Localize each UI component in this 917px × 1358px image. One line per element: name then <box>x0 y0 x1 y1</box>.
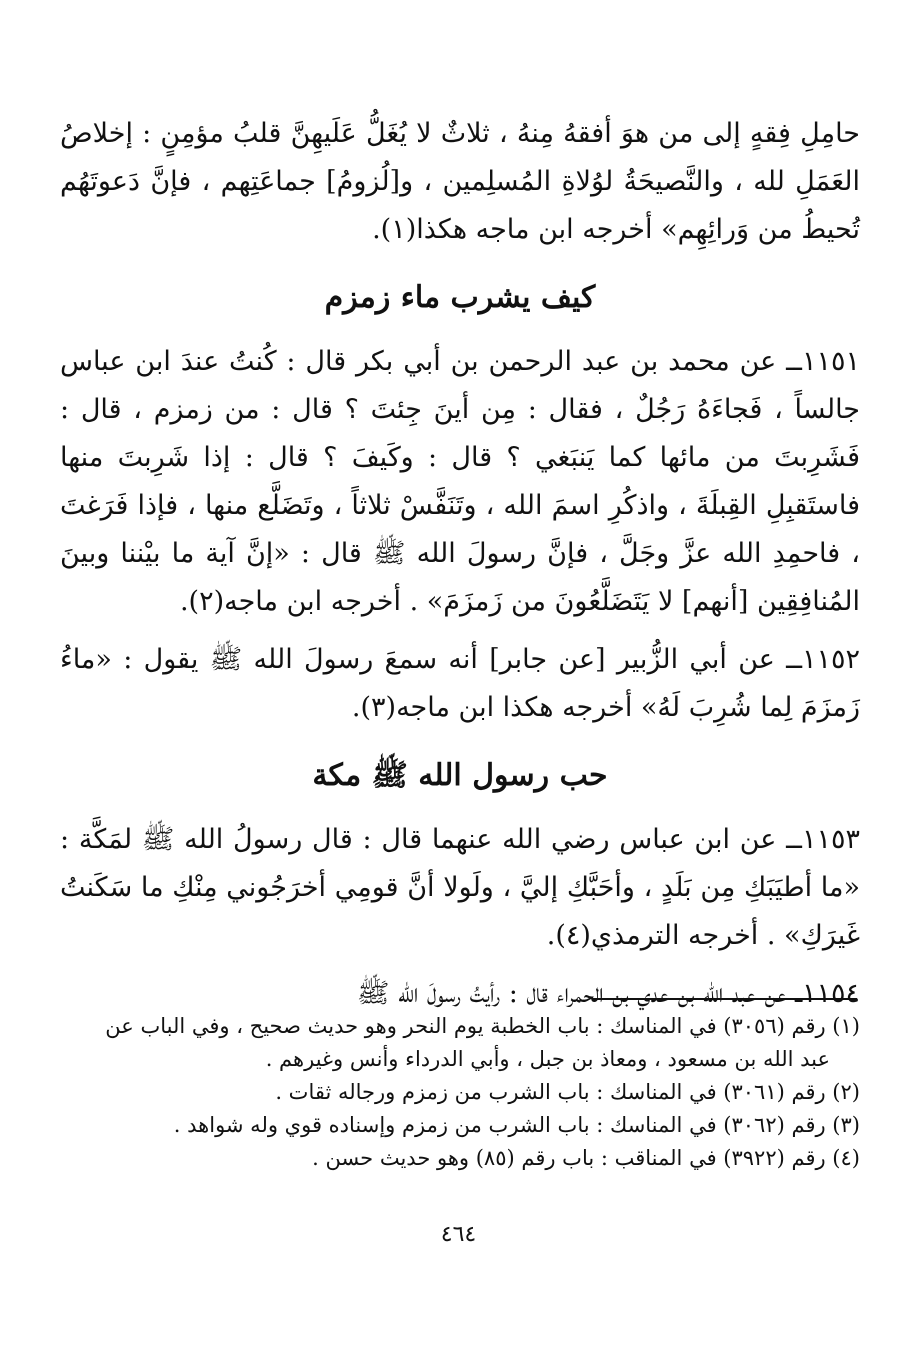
paragraph-continuation: حامِلِ فِقهٍ إلى من هوَ أفقهُ مِنهُ ، ثلاثٌ لا يُغَلُّ عَلَيهِنَّ قلبُ مؤمِنٍ : إخلاصُ العَمَلِ لله ، والنَّصيحَةُ لوُلاةِ المُسلِمين ، و[لُزومُ] جماعَتِهم ، فإنَّ دَعوتَهُم تُحيطُ من وَرائِهِم» أخرجه ابن ماجه هكذا(١). <box>60 118 860 245</box>
page-body <box>60 110 860 1018</box>
footnote-2: (٢) رقم (٣٠٦١) في المناسك : باب الشرب من زمزم ورجاله ثقات . <box>275 1080 860 1104</box>
section-heading-mecca: حب رسول الله ﷺ مكة <box>312 758 608 793</box>
footnote-separator <box>592 998 857 1000</box>
spacer <box>60 960 860 970</box>
hadith-1152: ١١٥٢ــ عن أبي الزُّبير [عن جابر] أنه سمعَ رسولَ الله ﷺ يقول : «ماءُ زَمزَمَ لِما شُرِبَ لَهُ» أخرجه هكذا ابن ماجه(٣). <box>60 644 860 723</box>
footnotes <box>60 1010 860 1175</box>
section-heading-zamzam: كيف يشرب ماء زمزم <box>324 280 596 315</box>
hadith-1154: ١١٥٤ــ عن عبد الله بن عدي بن الحمراء قال : رأيتُ رسولَ الله ﷺ <box>356 978 860 1009</box>
page-number: ٤٦٤ <box>440 1222 477 1247</box>
spacer <box>60 626 860 636</box>
footnote-3: (٣) رقم (٣٠٦٢) في المناسك : باب الشرب من زمزم وإسناده قوي وله شواهد . <box>173 1113 860 1137</box>
hadith-1151: ١١٥١ــ عن محمد بن عبد الرحمن بن أبي بكر قال : كُنتُ عندَ ابن عباس جالساً ، فَجاءَهُ رَجُلٌ ، فقال : مِن أينَ جِئتَ ؟ قال : من زمزم ، قال : فَشَرِبتَ من مائها كما يَنبَغي ؟ قال : وكَيفَ ؟ قال : إذا شَرِبتَ منها فاستَقبِلِ القِبلَةَ ، واذكُرِ اسمَ الله ، وتَنَفَّسْ ثلاثاً ، وتَضَلَّع منها ، فإذا فَرَغتَ ، فاحمِدِ الله عزَّ وجَلَّ ، فإنَّ رسولَ الله ﷺ قال : «إنَّ آية ما بيْننا وبينَ المُنافِقِين [أنهم] لا يَتَضَلَّعُونَ من زَمزَمَ» . أخرجه ابن ماجه(٢). <box>60 346 860 617</box>
footnote-4: (٤) رقم (٣٩٢٢) في المناقب : باب رقم (٨٥) وهو حديث حسن . <box>312 1146 860 1170</box>
hadith-1153: ١١٥٣ــ عن ابن عباس رضي الله عنهما قال : قال رسولُ الله ﷺ لمَكَّة : «ما أطيَبَكِ مِن بَلَدٍ ، وأحَبَّكِ إليَّ ، ولَولا أنَّ قومِي أخرَجُوني مِنْكِ ما سَكَنتُ غَيرَكِ» . أخرجه الترمذي(٤). <box>60 824 860 951</box>
footnote-1: (١) رقم (٣٠٥٦) في المناسك : باب الخطبة يوم النحر وهو حديث صحيح ، وفي الباب عن <box>105 1014 860 1038</box>
footnote-1-continuation: عبد الله بن مسعود ، ومعاذ بن جبل ، وأبي الدرداء وأنس وغيرهم . <box>265 1047 830 1071</box>
